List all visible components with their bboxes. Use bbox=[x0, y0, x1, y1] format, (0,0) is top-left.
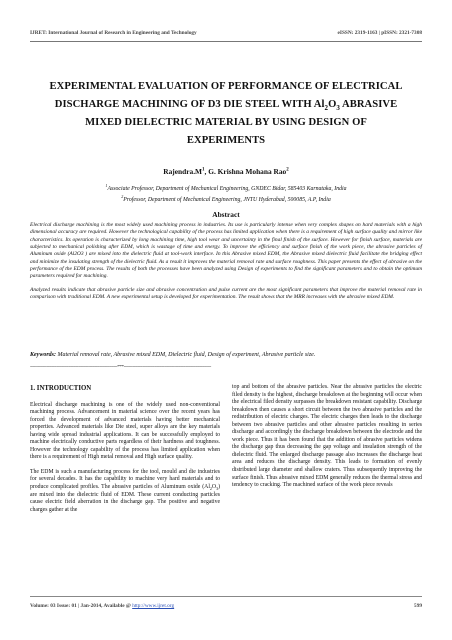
affiliations bbox=[0, 182, 452, 204]
intro-paragraph-1: Electrical discharge machining is one of the widely used non-conventional machining process. Advancement in material science over the recent years has forced the development of advanced materials having better mechanical properties. Advanced materials like Die steel, super alloys are the key materials having wide spread industrial applications. It can be successfully employed to machine electrically conductive parts regardless of their hardness and toughness. However the technology capability of the process has limited application when there is a requirement of High metal removal and High surface quality. bbox=[30, 401, 220, 461]
keywords bbox=[30, 352, 422, 358]
footer-rule bbox=[30, 596, 422, 597]
page-number: 599 bbox=[414, 603, 422, 609]
subscript: 3 bbox=[216, 486, 219, 492]
abstract-heading: Abstract bbox=[212, 210, 240, 219]
keywords-text: Material removal rate, Abrasive mixed EDM, Dielectric fluid, Design of experiment, Abrasive particle size. bbox=[56, 352, 316, 358]
left-column bbox=[30, 385, 220, 521]
paragraph-text: ) are mixed into the dielectric fluid of EDM. These current conducting particles cause electric field aberration in the discharge gap. The positive and negative charges gather at the bbox=[30, 484, 220, 513]
issn: eISSN: 2319-1163 | pISSN: 2321-7308 bbox=[337, 30, 422, 36]
title-text: ABRASIVE bbox=[339, 99, 398, 110]
subscript: 3 bbox=[336, 104, 340, 113]
affiliation-text: Associate Professor, Department of Mechanical Engineering, GNDEC Bidar, 585403 Karnataka, India bbox=[107, 185, 347, 192]
header-rule bbox=[30, 41, 422, 42]
abstract-paragraph-1: Electrical discharge machining is the most widely used machining process in industries. Its use is particularly intense when very complex shapes on hard materials with a high dimensional accuracy are required. However the technological capability of the process has limited application when there is a requirement of high surface quality and mirror like characteristics. Its operation is characterized by long machining time, high tool wear and uncertainty in the final finish of the surface. However for finish surface, materials are subjected to mechanical polishing after EDM, which is wastage of time and energy. To improve the efficiency and surface finish of the work piece, the abrasive particles of Aluminum oxide (Al2O3 ) are mixed into the dielectric fluid at tool-work interface. In this Abrasive mixed EDM, the Abrasive mixed dielectric fluid facilitate the bridging effect and minimize the insulating strength of the dielectric fluid. As a result it improves the material removal rate and surface roughness. This paper presents the effect of abrasive on the performance of the EDM process. The results of both the processes have been analyzed using Design of experiments to find the significant parameters and to obtain the optimum parameters required for machining. bbox=[30, 222, 422, 280]
footer-text: Volume: 03 Issue: 01 | Jan-2014, Available @ bbox=[30, 603, 133, 609]
running-header bbox=[30, 30, 422, 36]
intro-paragraph-3: top and bottom of the abrasive particles. Near the abrasive particles the electric filed density is the highest, discharge breakdown at the beginning will occur when the electrical filed density surpasses the breakdown resistant capability. Discharge breakdown then causes a short circuit between the two abrasive particles and the redistribution of electric charges. The electric charges then leads to the discharge between two abrasive particles and other abrasive particles resulting in series discharge and accordingly the discharge breakdown between the electrode and the work piece. Thus it has been found that the addition of abrasive particles widens the discharge gap thus decreasing the gap voltage and insulation strength of the dielectric fluid. The enlarged discharge passage also increases the discharge heat area and reduces the discharge density. This leads to formation of evenly distributed large diameter and shallow craters. Thus subsequently improving the surface finish. Thus abrasive mixed EDM generally reduces the thermal stress and tendency to cracking. The machined surface of the work piece reveals bbox=[232, 384, 422, 489]
title-text: O bbox=[328, 99, 337, 110]
title-line-2 bbox=[34, 96, 418, 114]
footer-volume bbox=[30, 603, 174, 609]
author-2: , G. Krishna Mohana Rao bbox=[204, 167, 287, 176]
right-column bbox=[232, 384, 422, 497]
author-1-mark: 1 bbox=[202, 167, 205, 173]
title-text: DISCHARGE MACHINING OF D3 DIE STEEL WITH Al bbox=[54, 99, 325, 110]
affiliation-2 bbox=[0, 193, 452, 204]
keywords-label: Keywords: bbox=[30, 352, 56, 358]
section-separator: ---------------------------------------------------------------------***--------------------------------------------------------------------- bbox=[30, 365, 211, 370]
affiliation-mark: 1 bbox=[105, 183, 108, 188]
intro-paragraph-2 bbox=[30, 469, 220, 514]
section-heading: 1. INTRODUCTION bbox=[30, 385, 92, 392]
subscript: 2 bbox=[324, 104, 329, 113]
affiliation-text: Professor, Department of Mechanical Engineering, JNTU Hyderabad, 500085, A.P, India bbox=[123, 197, 331, 204]
paragraph-text: The EDM is such a manufacturing process for the tool, mould and die industries for several decades. It has the capability to machine very hard materials and to produce complicated profiles. The abrasive particles of Aluminum oxide (Al bbox=[30, 468, 220, 491]
author-2-mark: 2 bbox=[286, 167, 289, 173]
title-line-1: EXPERIMENTAL EVALUATION OF PERFORMANCE OF ELECTRICAL bbox=[49, 81, 403, 92]
title-line-3: MIXED DIELECTRIC MATERIAL BY USING DESIGN OF bbox=[85, 117, 367, 128]
page-footer bbox=[30, 603, 422, 609]
author-list bbox=[0, 167, 452, 176]
journal-name: IJRET: International Journal of Research in Engineering and Technology bbox=[30, 30, 197, 36]
title-line-4: EXPERIMENTS bbox=[186, 135, 266, 146]
author-1: Rajendra.M bbox=[163, 167, 203, 176]
paper-title bbox=[34, 78, 418, 150]
journal-link[interactable]: http://www.ijret.org bbox=[132, 603, 175, 609]
abstract-body bbox=[30, 222, 422, 307]
paragraph-text: O bbox=[211, 484, 217, 491]
abstract-paragraph-2: Analyzed results indicate that abrasive particle size and abrasive concentration and pulse current are the most significant parameters that improve the material removal rate in comparison with traditional EDM. A new experimental setup is developed for experimentation. The result shows that the MRR increases with the abrasive mixed EDM. bbox=[30, 286, 422, 301]
affiliation-1 bbox=[0, 182, 452, 193]
subscript: 2 bbox=[209, 486, 212, 492]
affiliation-mark: 2 bbox=[121, 194, 124, 200]
